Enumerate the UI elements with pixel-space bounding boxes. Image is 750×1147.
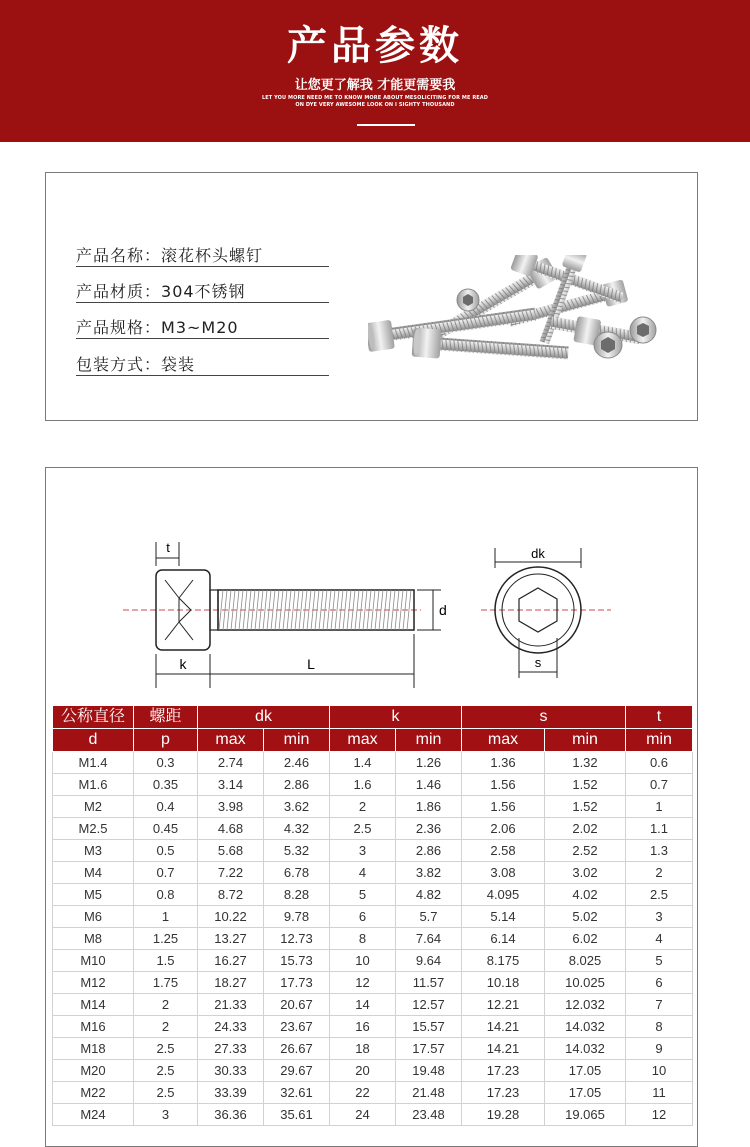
table-cell: 32.61 <box>264 1082 330 1104</box>
product-info-box <box>45 172 698 421</box>
table-cell: 1.52 <box>545 796 626 818</box>
table-row <box>53 1104 693 1126</box>
table-cell: M20 <box>53 1060 134 1082</box>
tagline-line-2: ON DYE VERY AWESOME LOOK ON I SIGHTY THOUSAND <box>295 102 455 108</box>
table-cell: 11 <box>626 1082 693 1104</box>
table-cell: 2.58 <box>462 840 545 862</box>
subheader-cell: max <box>462 729 545 752</box>
table-cell: 20.67 <box>264 994 330 1016</box>
info-label: 产品规格： <box>76 318 162 337</box>
table-cell: 18.27 <box>198 972 264 994</box>
table-cell: 17.05 <box>545 1082 626 1104</box>
table-cell: 7.64 <box>396 928 462 950</box>
table-cell: 1.1 <box>626 818 693 840</box>
info-value: M3~M20 <box>161 318 239 337</box>
info-row-packing <box>76 352 329 376</box>
table-cell: 1.86 <box>396 796 462 818</box>
dim-L-label: L <box>307 656 315 672</box>
table-row <box>53 774 693 796</box>
table-cell: 2.5 <box>134 1082 198 1104</box>
table-cell: 5.32 <box>264 840 330 862</box>
table-subheader-row <box>53 729 693 752</box>
table-cell: 5 <box>626 950 693 972</box>
table-cell: 35.61 <box>264 1104 330 1126</box>
table-cell: M1.6 <box>53 774 134 796</box>
header-s: s <box>462 706 626 729</box>
table-cell: 1.26 <box>396 752 462 774</box>
table-cell: 17.57 <box>396 1038 462 1060</box>
table-row <box>53 1082 693 1104</box>
table-cell: M18 <box>53 1038 134 1060</box>
table-cell: 21.48 <box>396 1082 462 1104</box>
table-cell: 1.75 <box>134 972 198 994</box>
table-cell: 2.86 <box>396 840 462 862</box>
table-row <box>53 840 693 862</box>
info-row-name <box>76 243 329 267</box>
dimension-table <box>52 705 693 1126</box>
table-row <box>53 1060 693 1082</box>
table-cell: 2 <box>626 862 693 884</box>
table-cell: 8.025 <box>545 950 626 972</box>
table-cell: 5.68 <box>198 840 264 862</box>
screw-dimension-diagram <box>121 538 621 688</box>
table-cell: 2.46 <box>264 752 330 774</box>
info-value: 滚花杯头螺钉 <box>161 246 264 265</box>
table-cell: 1.5 <box>134 950 198 972</box>
table-cell: 3.62 <box>264 796 330 818</box>
dim-d-label: d <box>439 602 447 618</box>
table-cell: 26.67 <box>264 1038 330 1060</box>
table-cell: 14.21 <box>462 1038 545 1060</box>
table-cell: 4.68 <box>198 818 264 840</box>
table-cell: 9 <box>626 1038 693 1060</box>
table-cell: 4.095 <box>462 884 545 906</box>
table-cell: 6 <box>626 972 693 994</box>
table-cell: 15.57 <box>396 1016 462 1038</box>
dim-dk-label: dk <box>531 546 545 561</box>
table-row <box>53 796 693 818</box>
table-cell: 3.08 <box>462 862 545 884</box>
table-cell: M14 <box>53 994 134 1016</box>
table-cell: 12 <box>330 972 396 994</box>
table-cell: 0.6 <box>626 752 693 774</box>
table-row <box>53 972 693 994</box>
table-cell: 1.56 <box>462 774 545 796</box>
table-cell: 8.28 <box>264 884 330 906</box>
table-cell: 19.065 <box>545 1104 626 1126</box>
table-cell: 2.06 <box>462 818 545 840</box>
page-subtitle: 让您更了解我 才能更需要我 <box>294 78 456 93</box>
table-cell: 3 <box>626 906 693 928</box>
dim-t-label: t <box>166 540 170 555</box>
subheader-cell: min <box>396 729 462 752</box>
table-cell: 15.73 <box>264 950 330 972</box>
table-cell: 2 <box>134 1016 198 1038</box>
table-row <box>53 752 693 774</box>
table-cell: 4.02 <box>545 884 626 906</box>
table-cell: 17.23 <box>462 1082 545 1104</box>
header-t: t <box>626 706 693 729</box>
table-cell: 10.025 <box>545 972 626 994</box>
table-cell: 3.14 <box>198 774 264 796</box>
header-divider <box>357 124 415 126</box>
table-cell: 2.36 <box>396 818 462 840</box>
table-cell: 3.82 <box>396 862 462 884</box>
table-cell: 1.36 <box>462 752 545 774</box>
table-cell: 10.22 <box>198 906 264 928</box>
table-cell: 2.5 <box>134 1060 198 1082</box>
table-cell: 3 <box>134 1104 198 1126</box>
table-cell: 1.25 <box>134 928 198 950</box>
table-cell: 5.02 <box>545 906 626 928</box>
dim-k-label: k <box>179 656 187 672</box>
table-cell: 19.28 <box>462 1104 545 1126</box>
table-cell: 9.64 <box>396 950 462 972</box>
table-cell: 0.7 <box>626 774 693 796</box>
info-label: 产品名称： <box>76 246 162 265</box>
table-cell: 0.8 <box>134 884 198 906</box>
table-cell: 1.3 <box>626 840 693 862</box>
table-cell: 0.7 <box>134 862 198 884</box>
table-cell: 1.32 <box>545 752 626 774</box>
page-title: 产品参数 <box>287 23 463 69</box>
table-cell: 12.57 <box>396 994 462 1016</box>
table-cell: 4.32 <box>264 818 330 840</box>
header-banner <box>0 0 750 142</box>
table-cell: 8 <box>330 928 396 950</box>
table-cell: 27.33 <box>198 1038 264 1060</box>
table-cell: 23.48 <box>396 1104 462 1126</box>
table-cell: 13.27 <box>198 928 264 950</box>
subheader-cell: min <box>545 729 626 752</box>
table-cell: 2.5 <box>134 1038 198 1060</box>
table-row <box>53 818 693 840</box>
screw-product-photo <box>368 255 668 385</box>
table-cell: 2.86 <box>264 774 330 796</box>
table-row <box>53 994 693 1016</box>
table-cell: 6.02 <box>545 928 626 950</box>
info-value: 304不锈钢 <box>161 282 246 301</box>
subheader-cell: min <box>264 729 330 752</box>
table-cell: M2.5 <box>53 818 134 840</box>
table-cell: 7.22 <box>198 862 264 884</box>
table-cell: M3 <box>53 840 134 862</box>
table-cell: 1.56 <box>462 796 545 818</box>
table-cell: 0.5 <box>134 840 198 862</box>
info-row-spec <box>76 315 329 339</box>
table-cell: 2.5 <box>626 884 693 906</box>
table-cell: 8.72 <box>198 884 264 906</box>
table-cell: 3 <box>330 840 396 862</box>
table-cell: 19.48 <box>396 1060 462 1082</box>
table-cell: 1.6 <box>330 774 396 796</box>
table-cell: 0.45 <box>134 818 198 840</box>
table-row <box>53 884 693 906</box>
tagline <box>250 95 500 109</box>
header-d-symbol: d <box>53 729 134 752</box>
table-cell: 1 <box>134 906 198 928</box>
table-cell: 6.14 <box>462 928 545 950</box>
header-pitch: 螺距 <box>134 706 198 729</box>
info-value: 袋装 <box>161 355 196 374</box>
table-cell: 9.78 <box>264 906 330 928</box>
table-cell: 4 <box>626 928 693 950</box>
table-cell: 17.05 <box>545 1060 626 1082</box>
table-cell: M24 <box>53 1104 134 1126</box>
table-cell: 2.74 <box>198 752 264 774</box>
table-cell: 10 <box>626 1060 693 1082</box>
table-cell: 1.4 <box>330 752 396 774</box>
table-cell: M8 <box>53 928 134 950</box>
table-cell: 5.14 <box>462 906 545 928</box>
table-cell: 3.02 <box>545 862 626 884</box>
table-cell: 36.36 <box>198 1104 264 1126</box>
header-nominal-diameter: 公称直径 <box>53 706 134 729</box>
table-cell: 14.032 <box>545 1038 626 1060</box>
header-dk: dk <box>198 706 330 729</box>
table-cell: M2 <box>53 796 134 818</box>
table-cell: M22 <box>53 1082 134 1104</box>
table-cell: M16 <box>53 1016 134 1038</box>
table-cell: M10 <box>53 950 134 972</box>
subheader-cell: max <box>330 729 396 752</box>
table-row <box>53 906 693 928</box>
table-cell: 29.67 <box>264 1060 330 1082</box>
info-label: 包装方式： <box>76 355 162 374</box>
table-cell: 2.02 <box>545 818 626 840</box>
table-cell: M5 <box>53 884 134 906</box>
info-label: 产品材质： <box>76 282 162 301</box>
table-cell: 14.032 <box>545 1016 626 1038</box>
table-cell: 0.35 <box>134 774 198 796</box>
table-cell: M4 <box>53 862 134 884</box>
table-cell: M1.4 <box>53 752 134 774</box>
table-cell: M12 <box>53 972 134 994</box>
table-cell: 16.27 <box>198 950 264 972</box>
table-cell: 20 <box>330 1060 396 1082</box>
table-cell: 12.21 <box>462 994 545 1016</box>
table-cell: M6 <box>53 906 134 928</box>
table-row <box>53 1038 693 1060</box>
table-cell: 2 <box>134 994 198 1016</box>
table-cell: 6 <box>330 906 396 928</box>
table-cell: 17.23 <box>462 1060 545 1082</box>
table-cell: 2.52 <box>545 840 626 862</box>
table-cell: 8 <box>626 1016 693 1038</box>
table-cell: 21.33 <box>198 994 264 1016</box>
header-p-symbol: p <box>134 729 198 752</box>
table-cell: 12.032 <box>545 994 626 1016</box>
tagline-line-1: LET YOU MORE NEED ME TO KNOW MORE ABOUT MESOLICITING FOR ME READ <box>261 95 489 101</box>
table-row <box>53 928 693 950</box>
subheader-cell: min <box>626 729 693 752</box>
table-cell: 12.73 <box>264 928 330 950</box>
table-cell: 22 <box>330 1082 396 1104</box>
table-cell: 5 <box>330 884 396 906</box>
table-cell: 12 <box>626 1104 693 1126</box>
table-cell: 14 <box>330 994 396 1016</box>
table-cell: 5.7 <box>396 906 462 928</box>
table-cell: 18 <box>330 1038 396 1060</box>
table-cell: 23.67 <box>264 1016 330 1038</box>
table-header-row <box>53 706 693 729</box>
table-row <box>53 1016 693 1038</box>
table-cell: 6.78 <box>264 862 330 884</box>
table-cell: 17.73 <box>264 972 330 994</box>
table-cell: 0.3 <box>134 752 198 774</box>
table-cell: 10.18 <box>462 972 545 994</box>
table-cell: 2 <box>330 796 396 818</box>
table-cell: 3.98 <box>198 796 264 818</box>
table-cell: 10 <box>330 950 396 972</box>
table-cell: 24 <box>330 1104 396 1126</box>
header-k: k <box>330 706 462 729</box>
table-cell: 16 <box>330 1016 396 1038</box>
table-cell: 14.21 <box>462 1016 545 1038</box>
table-cell: 24.33 <box>198 1016 264 1038</box>
table-cell: 4 <box>330 862 396 884</box>
dim-s-label: s <box>534 655 542 670</box>
table-body <box>53 752 693 1126</box>
table-cell: 7 <box>626 994 693 1016</box>
table-cell: 1.52 <box>545 774 626 796</box>
subheader-cell: max <box>198 729 264 752</box>
table-cell: 0.4 <box>134 796 198 818</box>
table-cell: 2.5 <box>330 818 396 840</box>
spec-box <box>45 467 698 1147</box>
info-row-material <box>76 279 329 303</box>
table-cell: 1 <box>626 796 693 818</box>
table-cell: 11.57 <box>396 972 462 994</box>
table-cell: 33.39 <box>198 1082 264 1104</box>
table-row <box>53 950 693 972</box>
table-row <box>53 862 693 884</box>
table-cell: 1.46 <box>396 774 462 796</box>
table-cell: 4.82 <box>396 884 462 906</box>
table-cell: 8.175 <box>462 950 545 972</box>
table-cell: 30.33 <box>198 1060 264 1082</box>
